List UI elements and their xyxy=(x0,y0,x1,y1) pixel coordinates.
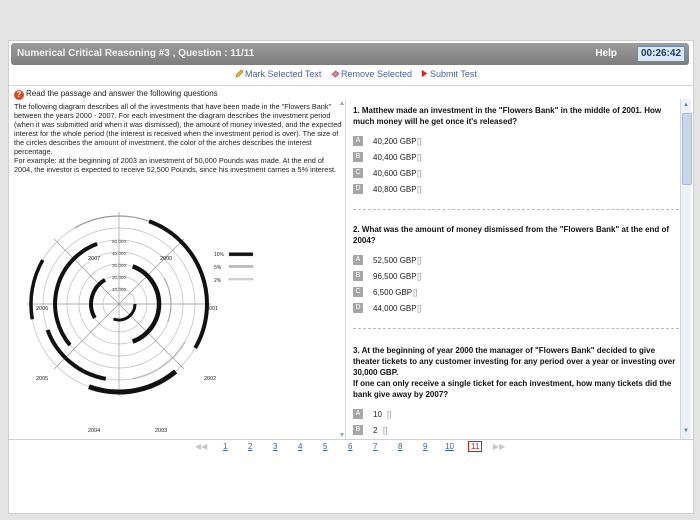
option-value: 96,500 GBP xyxy=(373,272,417,281)
question-separator xyxy=(353,209,679,210)
page-10[interactable]: 10 xyxy=(445,442,454,451)
option-letter: D xyxy=(353,184,363,194)
arrow-right-icon xyxy=(420,69,429,78)
mark-selected-text-label: Mark Selected Text xyxy=(245,69,322,79)
option-letter: B xyxy=(353,425,363,435)
q1-option-d[interactable] xyxy=(353,181,679,197)
option-letter: A xyxy=(353,255,363,265)
page-7[interactable]: 7 xyxy=(373,442,378,451)
investment-arc xyxy=(75,216,206,289)
page-4[interactable]: 4 xyxy=(298,442,303,451)
ring-amount-label: 20,000 xyxy=(111,275,127,280)
q2-option-b[interactable] xyxy=(353,268,679,284)
option-value: 2 xyxy=(373,426,378,435)
q1-option-a[interactable] xyxy=(353,133,679,149)
option-mark: [] xyxy=(417,137,422,146)
question-separator xyxy=(353,328,679,329)
legend-swatch xyxy=(229,266,253,268)
option-value: 10 xyxy=(373,410,382,419)
q2-option-c[interactable] xyxy=(353,284,679,300)
remove-selected-button[interactable] xyxy=(331,69,412,79)
passage-example: For example: at the beginning of 2003 an investment of 50,000 Pounds was made. At the end of 2004, the investor is expected to receive 52,500 Pounds, since his investment carries a 5% interest. xyxy=(14,156,337,174)
instruction-line xyxy=(14,89,218,100)
option-mark: [] xyxy=(383,426,388,435)
legend-label: 10% xyxy=(214,252,225,258)
question-2-text: 2. What was the amount of money dismissed from the "Flowers Bank" at the end of 2004? xyxy=(353,225,670,245)
option-mark: [] xyxy=(413,288,418,297)
help-link[interactable]: Help xyxy=(595,48,617,59)
option-letter: C xyxy=(353,287,363,297)
page-1[interactable]: 1 xyxy=(223,442,228,451)
option-mark: [] xyxy=(417,169,422,178)
option-value: 52,500 GBP xyxy=(373,256,417,265)
option-value: 40,600 GBP xyxy=(373,169,417,178)
option-mark: [] xyxy=(417,153,422,162)
q2-option-d[interactable] xyxy=(353,300,679,316)
page-5[interactable]: 5 xyxy=(323,442,328,451)
page-2[interactable]: 2 xyxy=(248,442,253,451)
option-value: 40,800 GBP xyxy=(373,185,417,194)
option-mark: [] xyxy=(417,272,422,281)
questions-scrollbar[interactable] xyxy=(680,99,691,439)
pager-first-icon[interactable]: ◀◀ xyxy=(195,442,208,451)
scroll-thumb[interactable] xyxy=(682,113,692,185)
year-label: 2004 xyxy=(88,428,101,434)
option-letter: A xyxy=(353,136,363,146)
q1-option-c[interactable] xyxy=(353,165,679,181)
ring-amount-label: 30,000 xyxy=(111,263,127,268)
option-mark: [] xyxy=(417,185,422,194)
page-8[interactable]: 8 xyxy=(398,442,403,451)
investment-diagram xyxy=(14,204,264,434)
submit-test-button[interactable] xyxy=(420,69,477,79)
eraser-icon xyxy=(331,69,340,78)
investment-arc xyxy=(89,371,176,392)
investment-arc xyxy=(91,280,105,318)
pencil-icon xyxy=(235,69,244,78)
option-mark: [] xyxy=(387,410,392,419)
scroll-down-arrow-icon[interactable]: ▼ xyxy=(683,428,689,434)
remove-selected-label: Remove Selected xyxy=(341,69,413,79)
year-label: 2001 xyxy=(206,306,219,312)
bottom-divider xyxy=(9,439,693,440)
option-value: 6,500 GBP xyxy=(373,288,413,297)
option-letter: B xyxy=(353,152,363,162)
passage-paragraph: The following diagram describes all of the investments that have been made in the "Flowers Bank" between the years 2000 - 2007. For each investment the diagram describes the investment period (when it was submitted and when it was dismissed), the amount of money invested, and the expected interest for the whole period (the interest is received when the investment period is over). The size of the circles describes the amount of investment, the color of the arches describes the interest percentage. xyxy=(14,102,342,156)
instruction-text: Read the passage and answer the following questions xyxy=(26,89,218,98)
option-value: 40,200 GBP xyxy=(373,137,417,146)
questions-panel xyxy=(353,99,679,439)
legend-swatch xyxy=(229,279,253,281)
year-label: 2000 xyxy=(160,256,173,262)
mark-selected-text-button[interactable] xyxy=(235,69,321,79)
divider xyxy=(9,85,693,86)
q1-option-b[interactable] xyxy=(353,149,679,165)
option-letter: A xyxy=(353,409,363,419)
page-11-current[interactable]: 11 xyxy=(468,441,482,452)
investment-arc xyxy=(164,278,171,322)
q3-option-a[interactable] xyxy=(353,406,679,422)
page-3[interactable]: 3 xyxy=(273,442,278,451)
year-label: 2005 xyxy=(36,376,49,382)
option-mark: [] xyxy=(417,304,422,313)
legend-label: 5% xyxy=(214,265,222,271)
legend-label: 2% xyxy=(214,278,222,284)
option-letter: B xyxy=(353,271,363,281)
option-value: 40,400 GBP xyxy=(373,153,417,162)
test-window xyxy=(8,40,694,514)
option-letter: D xyxy=(353,303,363,313)
window-title: Numerical Critical Reasoning #3 , Question : 11/11 xyxy=(17,48,255,59)
legend-swatch xyxy=(229,253,253,257)
year-label: 2002 xyxy=(204,376,217,382)
timer: 00:26:42 xyxy=(637,46,685,62)
page-9[interactable]: 9 xyxy=(423,442,428,451)
ring-amount-label: 50,000 xyxy=(111,239,127,244)
action-bar xyxy=(9,68,693,84)
passage xyxy=(14,102,344,174)
question-1 xyxy=(353,105,679,197)
option-mark: [] xyxy=(417,256,422,265)
q2-option-a[interactable] xyxy=(353,252,679,268)
ring-amount-label: 10,000 xyxy=(111,287,127,292)
scroll-up-arrow-icon[interactable]: ▲ xyxy=(683,102,689,108)
year-label: 2007 xyxy=(88,256,101,262)
option-value: 44,000 GBP xyxy=(373,304,417,313)
year-label: 2006 xyxy=(36,306,49,312)
title-bar xyxy=(11,43,689,65)
pager-last-icon[interactable]: ▶▶ xyxy=(493,442,506,451)
column-divider xyxy=(345,99,346,439)
question-3 xyxy=(353,345,679,438)
question-2 xyxy=(353,224,679,316)
question-icon: ? xyxy=(14,90,24,100)
question-3-text: 3. At the beginning of year 2000 the manager of "Flowers Bank" decided to give theater tickets to any customer investing for any period over a year or investing over 30,000 GBP. xyxy=(353,346,676,377)
question-1-text: 1. Matthew made an investment in the "Flowers Bank" in the middle of 2001. How much money will he get once it's released? xyxy=(353,106,662,126)
year-label: 2003 xyxy=(155,428,168,434)
submit-test-label: Submit Test xyxy=(430,69,477,79)
question-3-text-2: If one can only receive a single ticket for each investment, how many tickets did the bank give away by 2007? xyxy=(353,379,672,399)
q3-option-b[interactable] xyxy=(353,422,679,438)
page-6[interactable]: 6 xyxy=(348,442,353,451)
option-letter: C xyxy=(353,168,363,178)
ring-amount-label: 40,000 xyxy=(111,251,127,256)
